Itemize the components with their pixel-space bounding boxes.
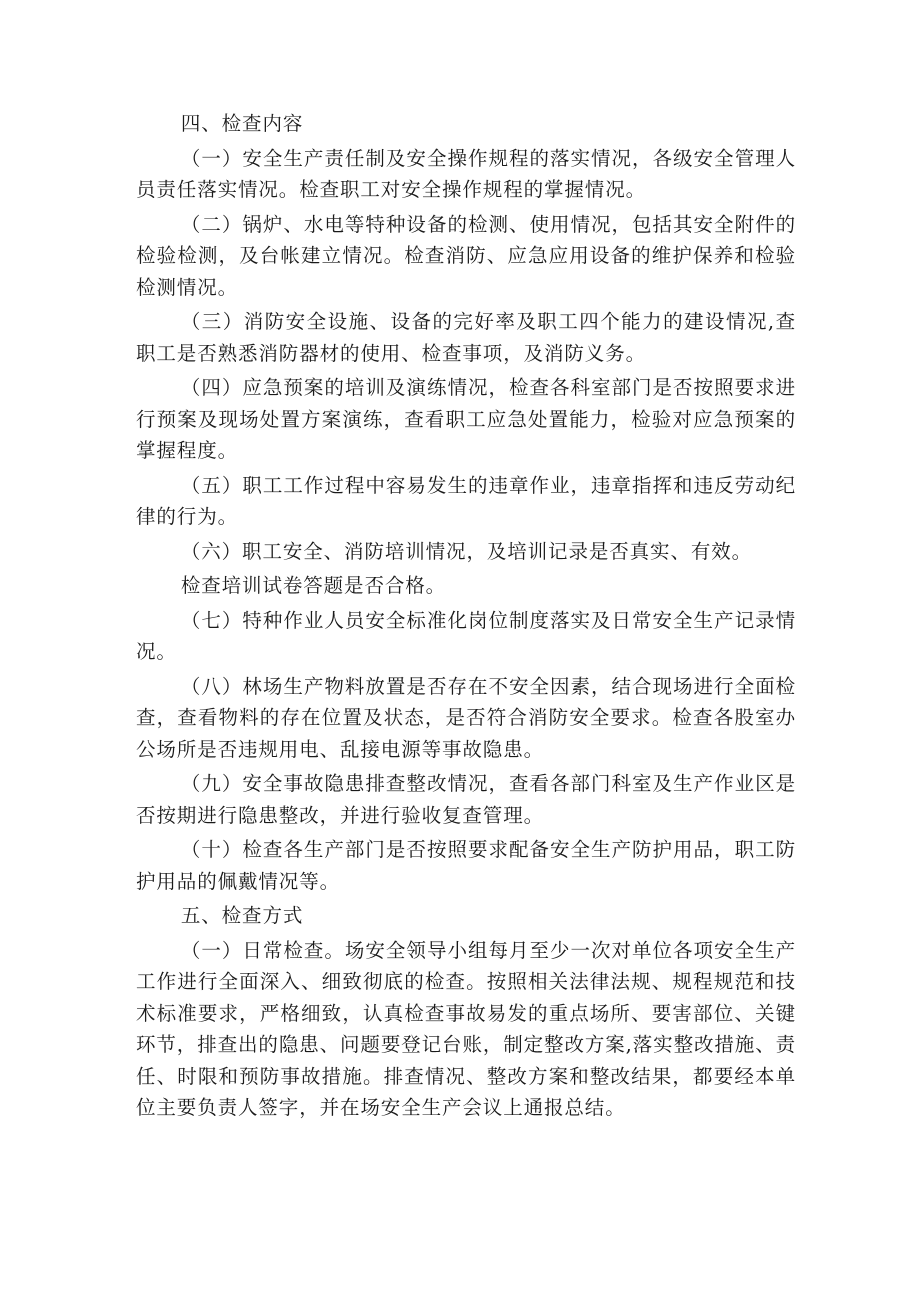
paragraph-method-1: （一）日常检查。场安全领导小组每月至少一次对单位各项安全生产工作进行全面深入、细致彻底的检查。按照相关法律法规、规程规范和技术标准要求，严格细致，认真检查事故易发的重点场所、要害部位、关键环节，排查出的隐患、问题要登记台账，制定整改方案,落实整改措施、责任、时限和预防事故措施。排查情况、整改方案和整改结果，都要经本单位主要负责人签字，并在场安全生产会议上通报总结。 [136, 938, 796, 1119]
section-heading-inspection-content: 四、检查内容 [180, 112, 304, 135]
paragraph-item-10: （十）检查各生产部门是否按照要求配备安全生产防护用品，职工防护用品的佩戴情况等。 [136, 838, 796, 893]
paragraph-item-7: （七）特种作业人员安全标准化岗位制度落实及日常安全生产记录情况。 [136, 608, 796, 663]
document-body [136, 108, 796, 1127]
paragraph-item-9: （九）安全事故隐患排查整改情况，查看各部门科室及生产作业区是否按期进行隐患整改，并进行验收复查管理。 [136, 772, 796, 827]
paragraph-item-1: （一）安全生产责任制及安全操作规程的落实情况，各级安全管理人员责任落实情况。检查职工对安全操作规程的掌握情况。 [136, 146, 796, 201]
paragraph-item-4: （四）应急预案的培训及演练情况，检查各科室部门是否按照要求进行预案及现场处置方案演练，查看职工应急处置能力，检验对应急预案的掌握程度。 [136, 376, 796, 462]
paragraph-item-2: （二）锅炉、水电等特种设备的检测、使用情况，包括其安全附件的检验检测，及台帐建立情况。检查消防、应急应用设备的维护保养和检验检测情况。 [136, 212, 796, 299]
paragraph-item-5: （五）职工工作过程中容易发生的违章作业，违章指挥和违反劳动纪律的行为。 [136, 473, 796, 528]
paragraph-item-6-continuation: 检查培训试卷答题是否合格。 [180, 574, 447, 597]
paragraph-item-6: （六）职工安全、消防培训情况，及培训记录是否真实、有效。 [180, 539, 753, 563]
paragraph-item-3: （三）消防安全设施、设备的完好率及职工四个能力的建设情况,查职工是否熟悉消防器材的使用、检查事项，及消防义务。 [136, 310, 796, 365]
section-heading-inspection-methods: 五、检查方式 [180, 904, 304, 927]
paragraph-item-8: （八）林场生产物料放置是否存在不安全因素，结合现场进行全面检查，查看物料的存在位置及状态，是否符合消防安全要求。检查各股室办公场所是否违规用电、乱接电源等事故隐患。 [136, 674, 796, 761]
